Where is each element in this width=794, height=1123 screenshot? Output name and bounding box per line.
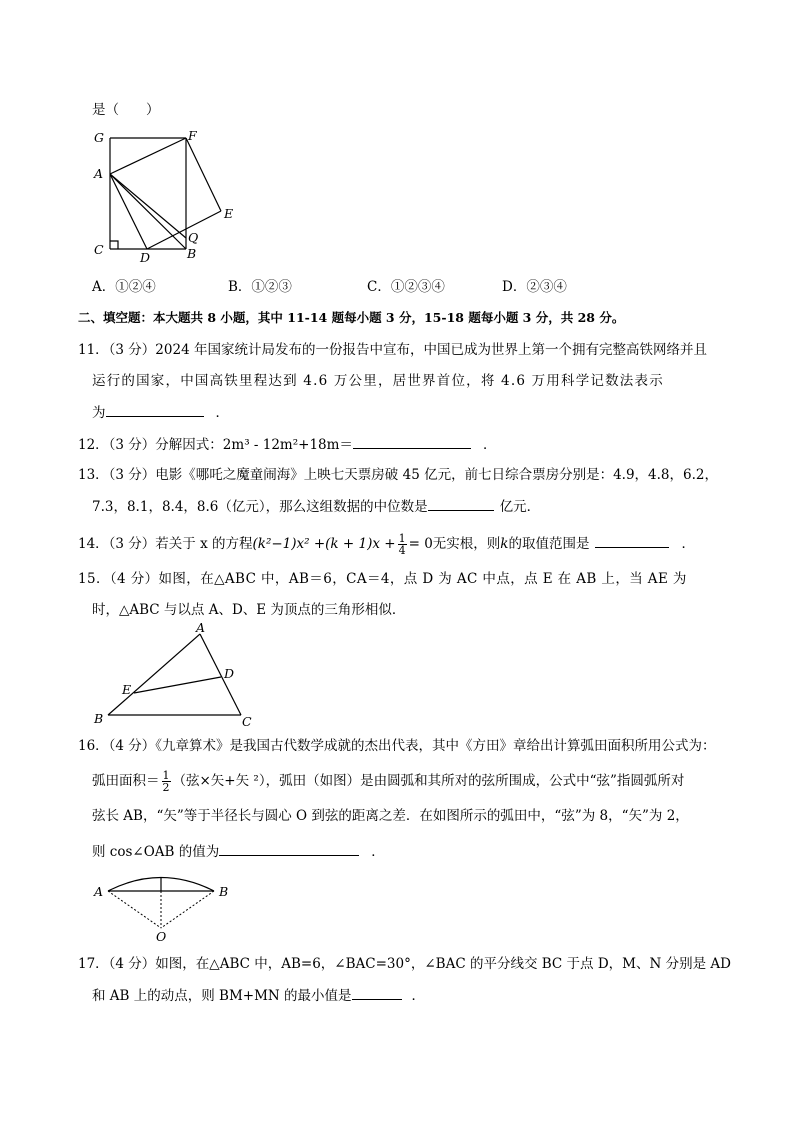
label-a: A: [196, 622, 206, 635]
segment-ed: [134, 677, 221, 693]
choice-b-letter: B．: [228, 279, 252, 295]
right-angle-mark: [110, 241, 118, 249]
q10-tail: 是（ ）: [92, 102, 160, 118]
q16-line3: 弦长 AB，“矢”等于半径长与圆心 O 到弦的距离之差．在如图所示的弧田中，“弦”为 8，“矢”为 2，: [92, 808, 689, 824]
radius-oa: [108, 891, 161, 928]
choice-a-text: ①②④: [115, 279, 156, 295]
label-e: E: [224, 206, 234, 221]
q14-middle: 无实根，则: [432, 536, 501, 552]
section-heading: 二、填空题：本大题共 8 小题，其中 11-14 题每小题 3 分，15-18 题每小题 3 分，共 28 分。: [78, 310, 625, 325]
q14-frac-den: 4: [398, 544, 406, 557]
label-d: D: [140, 250, 151, 265]
choice-d-text: ②③④: [526, 279, 567, 295]
q14-k: k: [500, 536, 509, 552]
q12-answer-blank[interactable]: [353, 434, 471, 449]
q16-suffix: ．: [371, 844, 385, 860]
figure-q16: [88, 866, 248, 946]
q14-equation-right: = 0: [408, 536, 433, 552]
q17-line2: [92, 985, 425, 1006]
q13-line1: 13．（3 分）电影《哪吒之魔童闹海》上映七天票房破 45 亿元，前七日综合票房分别是：4.9，4.8，6.2，: [78, 467, 718, 483]
q16-line1: 16．（4 分）《九章算术》是我国古代数学成就的杰出代表，其中《方田》章给出计算弧田面积所用公式为：: [78, 738, 716, 754]
q11-prefix: 为: [92, 405, 106, 421]
q16-line4: [92, 841, 385, 862]
q14-suffix: ．: [681, 536, 695, 552]
label-q: Q: [188, 230, 199, 245]
q11-line2: 运行的国家，中国高铁里程达到 4.6 万公里，居世界首位，将 4.6 万用科学记数法表示: [92, 373, 664, 389]
label-a: A: [94, 166, 104, 181]
label-b: B: [219, 884, 229, 899]
q12-suffix: ．: [482, 437, 497, 453]
label-b: B: [94, 711, 104, 726]
q11-line3: [92, 402, 229, 423]
q14-prefix: 14．（3 分）若关于 x 的方程: [78, 536, 253, 552]
segment-ad: [110, 174, 147, 249]
choice-c: [367, 277, 445, 297]
q16-prefix: 弧田面积＝: [92, 773, 160, 789]
q11-suffix: ．: [215, 405, 229, 421]
q13-line2: [92, 496, 540, 517]
choice-d-letter: D．: [502, 279, 527, 295]
label-a: A: [94, 884, 104, 899]
q11-answer-blank[interactable]: [106, 402, 204, 417]
q17-line1: 17．（4 分）如图，在△ABC 中，AB=6，∠BAC=30°，∠BAC 的平分线交 BC 于点 D，M、N 分别是 AD: [78, 956, 731, 972]
q12: [78, 434, 496, 455]
label-b: B: [187, 246, 197, 261]
figure-q15: [88, 622, 263, 730]
q13-prefix: 7.3，8.1，8.4，8.6（亿元），那么这组数据的中位数是: [92, 499, 428, 515]
q14-equation-left: (k²−1)x² +(k + 1)x +: [252, 536, 396, 552]
segment-ba: [108, 634, 200, 715]
q16-frac-den: 2: [162, 781, 170, 794]
q15-line1: 15．（4 分）如图，在△ABC 中，AB＝6，CA＝4，点 D 为 AC 中点，点 E 在 AB 上，当 AE 为: [78, 571, 687, 587]
q16-fraction: [162, 770, 171, 793]
segment-af: [110, 138, 186, 174]
label-c: C: [94, 242, 104, 257]
q16-line2-text: （弦×矢+矢 ²），弧田（如图）是由圆弧和其所对的弦所围成，公式中“弦”指圆弧所对: [172, 773, 685, 789]
q16-prefix-4: 则 cos∠OAB 的值为: [92, 844, 220, 860]
q14: [78, 533, 695, 556]
label-o: O: [156, 929, 167, 944]
q13-suffix: 亿元．: [499, 499, 541, 515]
q14-answer-blank[interactable]: [595, 533, 669, 548]
q16-frac-num: 1: [162, 769, 170, 782]
figure-q10: [88, 126, 248, 266]
choice-c-text: ①②③④: [390, 279, 445, 295]
radius-ob: [161, 891, 214, 928]
choice-b-text: ①②③: [251, 279, 292, 295]
q16-answer-blank[interactable]: [219, 841, 359, 856]
choice-a: [92, 277, 156, 297]
q15-line2: 时，△ABC 与以点 A、D、E 为顶点的三角形相似．: [92, 602, 406, 618]
segment-aq: [110, 174, 186, 238]
label-f: F: [188, 128, 197, 143]
choice-a-letter: A．: [92, 279, 116, 295]
segment-ac: [200, 634, 241, 715]
segment-ed: [147, 211, 221, 249]
choice-b: [228, 277, 292, 297]
q14-frac-num: 1: [398, 532, 406, 545]
label-c: C: [242, 714, 252, 729]
choice-c-letter: C．: [367, 279, 391, 295]
q11-line1: 11．（3 分）2024 年国家统计局发布的一份报告中宣布，中国已成为世界上第一个拥有完整高铁网络并且: [78, 342, 707, 358]
label-d: D: [224, 666, 235, 681]
q17-suffix: ．: [411, 988, 426, 1004]
q17-prefix: 和 AB 上的动点，则 BM+MN 的最小值是: [92, 988, 352, 1004]
q14-fraction: [398, 533, 407, 556]
choice-d: [502, 277, 567, 297]
segment-ab: [110, 174, 186, 249]
q14-after-k: 的取值范围是: [508, 536, 590, 552]
q13-answer-blank[interactable]: [428, 496, 494, 511]
q17-answer-blank[interactable]: [352, 985, 402, 1000]
q16-line2: [92, 770, 684, 793]
label-e: E: [122, 682, 132, 697]
label-g: G: [94, 130, 104, 145]
q12-prefix: 12．（3 分）分解因式：2m³ - 12m²+18m＝: [78, 437, 353, 453]
segment-fe: [186, 138, 221, 211]
